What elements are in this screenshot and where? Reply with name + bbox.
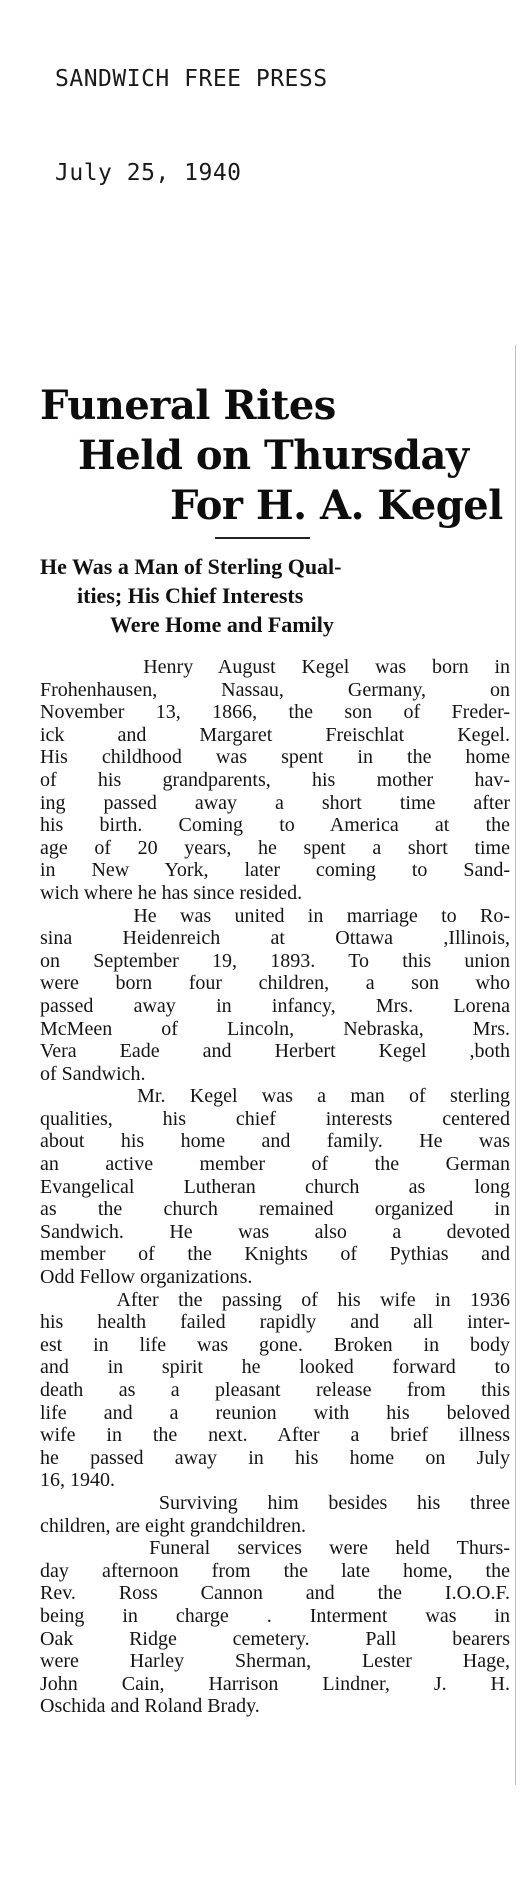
article-line: about his home and family. He was — [40, 1130, 510, 1153]
headline-line-3: For H. A. Kegel — [170, 482, 503, 529]
subheadline-line-3: Were Home and Family — [110, 612, 334, 637]
article-line: He was united in marriage to Ro- — [40, 904, 510, 927]
article-line: November 13, 1866, the son of Freder- — [40, 701, 510, 724]
article-line: an active member of the German — [40, 1153, 510, 1176]
article-line: Vera Eade and Herbert Kegel ,both — [40, 1040, 510, 1063]
article-line: est in life was gone. Broken in body — [40, 1333, 510, 1356]
article-line: sina Heidenreich at Ottawa ,Illinois, — [40, 927, 510, 950]
article-body — [40, 656, 510, 1718]
article-line: Oschida and Roland Brady. — [40, 1695, 260, 1718]
article-line: Sandwich. He was also a devoted — [40, 1220, 510, 1243]
article-line: life and a reunion with his beloved — [40, 1401, 510, 1424]
article-line: wich where he has since resided. — [40, 881, 303, 904]
article-line: were born four children, a son who — [40, 972, 510, 995]
article-line: passed away in infancy, Mrs. Lorena — [40, 994, 510, 1017]
article-line: on September 19, 1893. To this union — [40, 949, 510, 972]
article-line: in New York, later coming to Sand- — [40, 859, 510, 882]
article-line: Evangelical Lutheran church as long — [40, 1175, 510, 1198]
article-line: Surviving him besides his three — [40, 1491, 510, 1514]
article-line: Henry August Kegel was born in — [40, 656, 510, 678]
article-line: His childhood was spent in the home — [40, 746, 510, 769]
headline-divider — [215, 537, 310, 539]
article-line: Odd Fellow organizations. — [40, 1266, 253, 1289]
article-line: being in charge . Interment was in — [40, 1604, 510, 1627]
article-line: were Harley Sherman, Lester Hage, — [40, 1650, 510, 1673]
article-line: ing passed away a short time after — [40, 791, 510, 814]
column-rule — [515, 345, 516, 1785]
article-line: of his grandparents, his mother hav- — [40, 768, 510, 791]
publication-date: July 25, 1940 — [55, 160, 242, 186]
headline-line-1: Funeral Rites — [40, 382, 336, 429]
article-line: Mr. Kegel was a man of sterling — [40, 1085, 510, 1108]
article-line: of Sandwich. — [40, 1062, 146, 1085]
article-line: age of 20 years, he spent a short time — [40, 836, 510, 859]
article-line: Oak Ridge cemetery. Pall bearers — [40, 1627, 510, 1650]
article-line: member of the Knights of Pythias and — [40, 1243, 510, 1266]
article-line: children, are eight grandchildren. — [40, 1514, 306, 1537]
article-line: Frohenhausen, Nassau, Germany, on — [40, 678, 510, 701]
subheadline-line-2: ities; His Chief Interests — [77, 583, 304, 608]
article-line: Funeral services were held Thurs- — [40, 1537, 510, 1560]
article-line: wife in the next. After a brief illness — [40, 1424, 510, 1447]
publication-name: SANDWICH FREE PRESS — [55, 66, 328, 92]
article-line: ick and Margaret Freischlat Kegel. — [40, 723, 510, 746]
article-line: he passed away in his home on July — [40, 1446, 510, 1469]
article-line: day afternoon from the late home, the — [40, 1559, 510, 1582]
article-line: and in spirit he looked forward to — [40, 1356, 510, 1379]
article-line: as the church remained organized in — [40, 1198, 510, 1221]
article-line: his health failed rapidly and all inter- — [40, 1311, 510, 1334]
subheadline-line-1: He Was a Man of Sterling Qual- — [40, 554, 342, 579]
article-line: qualities, his chief interests centered — [40, 1107, 510, 1130]
article-line: 16, 1940. — [40, 1469, 115, 1492]
article-line: After the passing of his wife in 1936 — [40, 1288, 510, 1311]
article-line: death as a pleasant release from this — [40, 1379, 510, 1401]
article-line: Rev. Ross Cannon and the I.O.O.F. — [40, 1582, 510, 1605]
article-line: McMeen of Lincoln, Nebraska, Mrs. — [40, 1017, 510, 1040]
headline-line-2: Held on Thursday — [78, 432, 469, 479]
article-line: his birth. Coming to America at the — [40, 814, 510, 837]
article-line: John Cain, Harrison Lindner, J. H. — [40, 1672, 510, 1695]
